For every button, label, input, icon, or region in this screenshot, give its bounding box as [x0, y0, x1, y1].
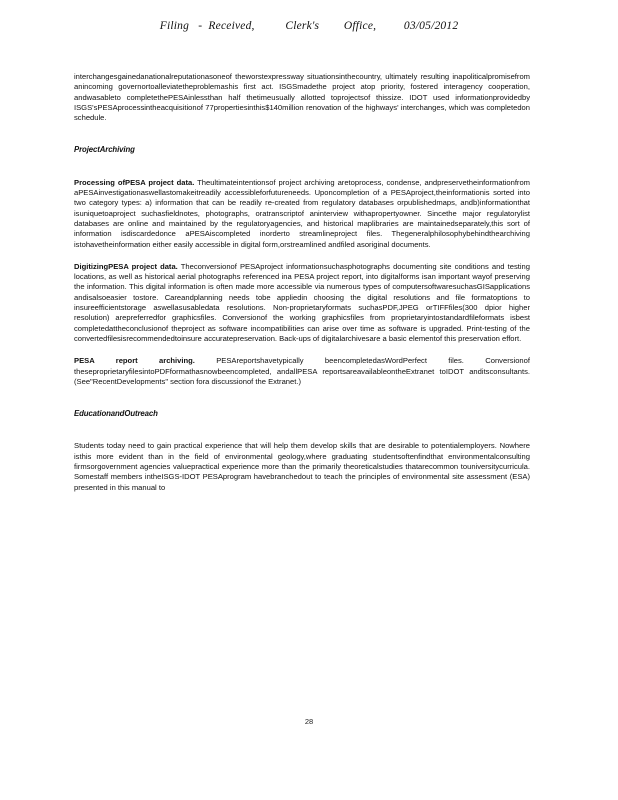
intro-paragraph: interchangesgainedanationalreputationasoneof theworstexpressway situationsinthecountry, ultimately resulting inapoliticalpromisefrom anincoming governortoalleviatetheproblemashis first act. ISGSmadethe project atop priority, fostered interagency cooperation, andwasableto completethePESAinlessthan half thetimeusually allotted toprojectsof thissize. IDOT used informationprovidedby ISGS'sPESAprocessintheacquisitionof 77propertiesinthis$140million renovation of the highways' interchanges, which was completedon schedule. — [74, 72, 530, 123]
paragraph-body: PESAreportshavetypically beencompletedasWordPerfect files. Conversionof theseproprietaryfilesintoPDFformathasnowbeencompleted, andallPESA reportsareavailableontheExtranet toIDOT anditsconsultants. (See"RecentDevelopments" section fora discussionof the Extranet.) — [74, 356, 530, 386]
section-heading-project-archiving: ProjectArchiving — [74, 145, 135, 155]
filing-header: Filing - Received, Clerk's Office, 03/05/2012 — [159, 20, 459, 32]
paragraph-report-archiving — [74, 356, 530, 387]
paragraph-digitizing — [74, 262, 530, 344]
paragraph-lead: DigitizingPESA project data. — [74, 261, 178, 271]
section-heading-education-outreach: EducationandOutreach — [74, 409, 158, 419]
body-text-column — [74, 72, 530, 493]
paragraph-body: Theultimateintentionsof project archiving aretoprocess, condense, andpreservetheinformationfrom aPESAinvestigationaswellastomakeitreadily accessibleforfutureneeds. Uponcompletion of a PESAproject,theinformationis sorted into two category types: a) information that can be readily re-created from regulatory databases orpublishedmaps, andb)informationthat isuniquetoaproject suchasfieldnotes, photographs, oratranscriptof aninterview withapropertyowner. Sincethe major regulatorylist databases are online and maintained by the regulatoryagencies, and historical maplibraries are maintainedseparately,this sort of information isdiscardedonce aPESAiscompleted inorderto streamlineproject files. Thegeneralphilosophybehindthearchiving istohavetheinformation either easily accessible in digital form,orstreamlined andfiled asoriginal documents. — [74, 177, 531, 249]
paragraph-students — [74, 441, 530, 492]
paragraph-body: Theconversionof PESAproject informationsuchasphotographs documenting site conditions and testing locations, as well as historical aerial photographs referenced ina PESA project report, into digitalforms isan important wayof preserving the information. This digital information is often made more accessible via numerous types of computersoftwaresuchasGISapplications andisalsoeasier tostore. Careandplanning needs tobe appliedin choosing the digital resolutions and file formatoptions to insureefficientstorage aswellasusabledata resolutions. Non-proprietaryformats suchasPDF,JPEG orTIFFfiles(300 dpior higher resolution) arepreferredfor graphicsfiles. Conversionof the working graphicsfiles from proprietaryintostandardfileformats isbest completedattheconclusionof theproject as software incompatibilities can arise over time as software is upgraded. Print-testing of the convertedfilesisrecommendedtoinsure accuratepreservation. Back-ups of digitalarchivesare a basic elementof this preservation effort. — [74, 261, 530, 343]
paragraph-lead: Processing ofPESA project data. — [74, 177, 195, 187]
page-number: 28 — [304, 717, 314, 726]
paragraph-body: Students today need to gain practical experience that will help them develop skills that are desirable to potentialemployers. Nowhere isthis more evident than in the field of environmental geology,where graduating studentsoftenfindthat environmentalconsulting firmsorgovernment agencies valuepractical experience more than the primarily theoreticalstudies thatarecommon touniversitycurricula. Somestaff members intheISGS-IDOT PESAprogram havebranchedout to teach the principles of environmental site assessment (ESA) presented in this manual to — [74, 441, 530, 492]
paragraph-processing — [74, 178, 530, 250]
paragraph-lead: PESA report archiving. — [74, 356, 195, 366]
